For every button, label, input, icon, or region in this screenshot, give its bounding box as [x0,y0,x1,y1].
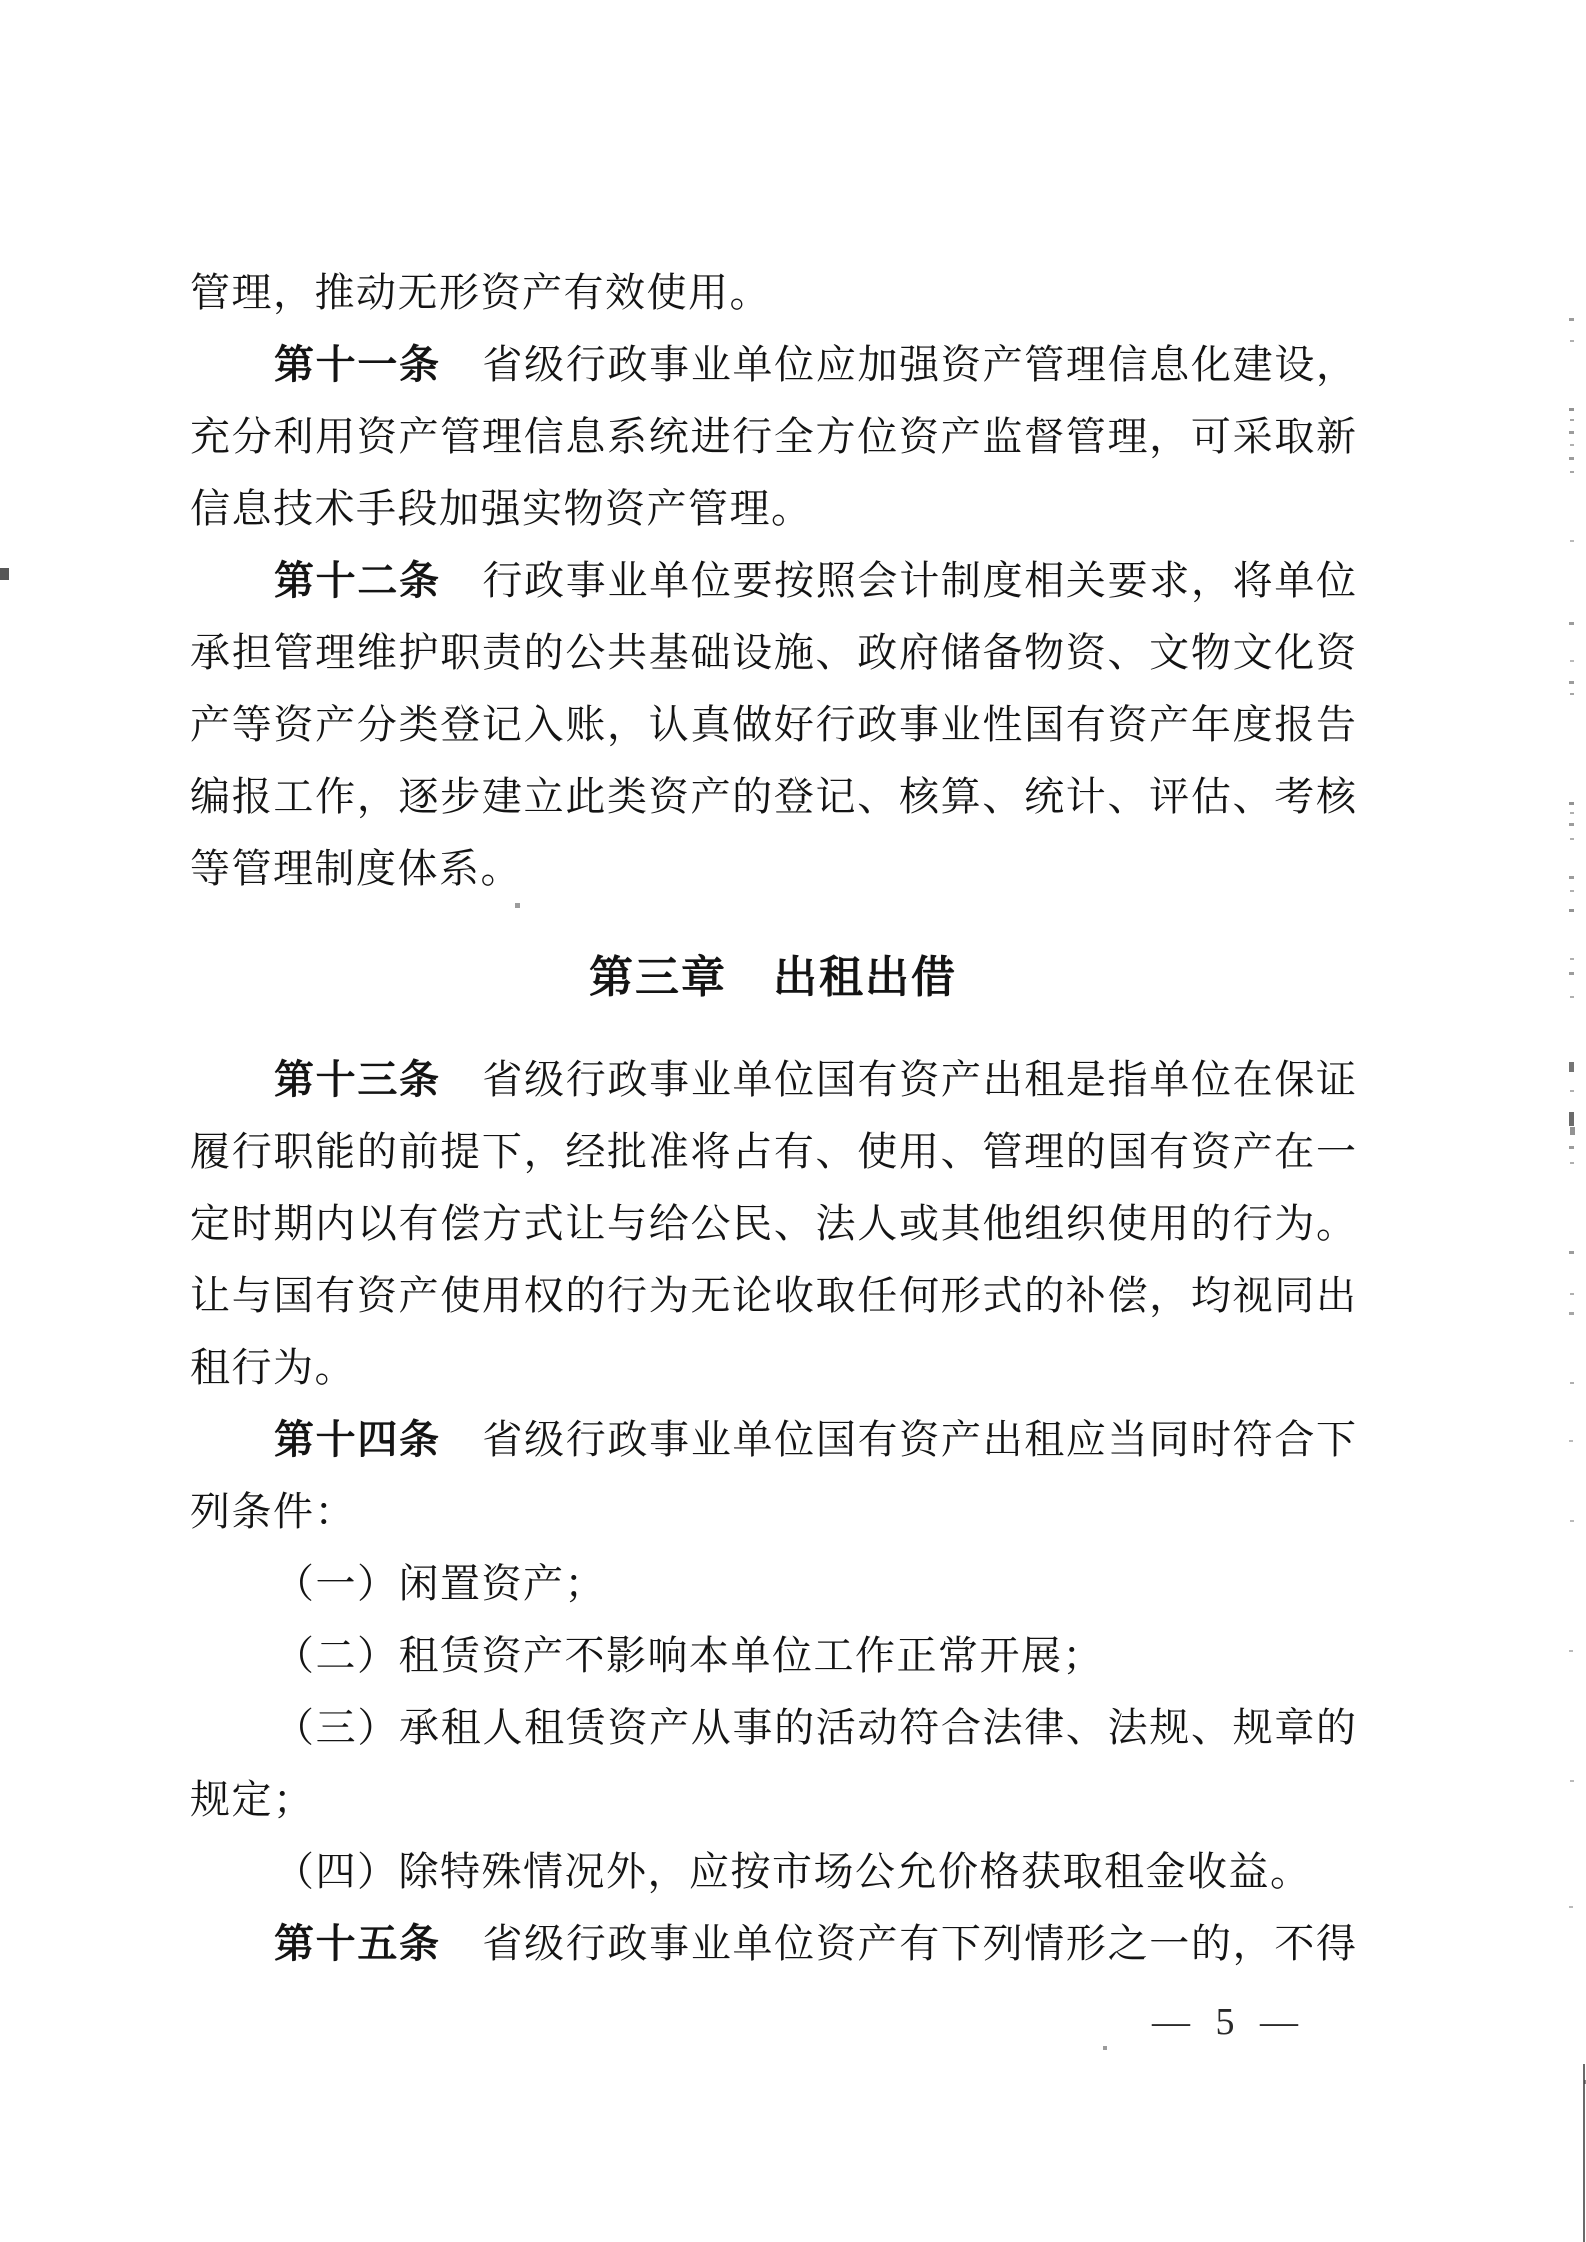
text-line [190,1908,1356,1980]
text-line [190,1260,1356,1332]
article-label: 第十三条 [274,1057,441,1102]
scan-artifact [1569,909,1574,912]
scan-artifact [1570,1162,1574,1164]
scan-artifact [1569,823,1574,826]
scan-artifact [1570,419,1574,421]
text-line [190,1116,1356,1188]
text-line [190,1692,1356,1764]
text-run: 让与国有资产使用权的行为无论收取任何形式的补偿，均视同出 [190,1273,1356,1318]
scan-artifact [1569,1062,1574,1072]
scan-artifact [1570,1090,1574,1092]
scan-artifact [1570,890,1574,892]
text-run: 等管理制度体系。 [190,846,522,891]
scan-artifact [1103,2046,1107,2050]
scan-artifact [515,903,520,908]
text-run: （一）闲置资产； [274,1561,606,1606]
chapter-3-heading [190,942,1356,1014]
scan-artifact [1570,1520,1574,1522]
scan-artifact [1569,681,1574,684]
scan-artifact [1569,1251,1574,1254]
text-run: （四）除特殊情况外，应按市场公允价格获取租金收益。 [274,1849,1312,1894]
text-run: 定时期内以有偿方式让与给公民、法人或其他组织使用的行为。 [190,1201,1356,1246]
scan-artifact [1569,1650,1573,1652]
text-line [190,1188,1356,1260]
page-number: — 5 — [1152,2001,1306,2043]
article-12 [190,545,1356,905]
text-line [190,1836,1356,1908]
text-run: 列条件： [190,1489,356,1534]
text-line [190,761,1356,833]
scan-artifact [1569,802,1574,805]
text-run: （三）承租人租赁资产从事的活动符合法律、法规、规章的 [274,1705,1356,1750]
text-line [190,689,1356,761]
scan-artifact [1569,431,1574,434]
scan-artifact [1570,1127,1575,1135]
scan-artifact [1569,622,1574,625]
condition-2 [190,1620,1356,1692]
text-run: 省级行政事业单位资产有下列情形之一的，不得 [440,1921,1356,1966]
scan-artifact [1570,838,1574,840]
scan-artifact [1570,1293,1574,1295]
text-line [190,257,1356,329]
scan-artifact [1569,876,1574,879]
scan-artifact [1570,812,1574,814]
scan-artifact [1570,444,1574,446]
text-run: 规定； [190,1777,315,1822]
scan-artifact [1570,340,1574,342]
text-run: （二）租赁资产不影响本单位工作正常开展； [274,1633,1104,1678]
text-run: 租行为。 [190,1345,356,1390]
article-label: 第十二条 [274,558,441,603]
scan-artifact [1569,1312,1574,1315]
text-run: 管理，推动无形资产有效使用。 [190,270,771,315]
text-run: 行政事业单位要按照会计制度相关要求，将单位 [440,558,1356,603]
text-line [190,1620,1356,1692]
scan-artifact [1569,1146,1574,1149]
scan-artifact [1570,996,1574,998]
scan-artifact [1570,693,1574,695]
text-run: 信息技术手段加强实物资产管理。 [190,486,813,531]
condition-1 [190,1548,1356,1620]
scan-artifact [1569,1906,1573,1908]
article-13 [190,1044,1356,1404]
text-line [190,833,1356,905]
text-line [190,1044,1356,1116]
text-line [190,1476,1356,1548]
text-run: 履行职能的前提下，经批准将占有、使用、管理的国有资产在一 [190,1129,1356,1174]
chapter-heading-line [190,942,1356,1014]
scan-artifact [1569,457,1574,460]
text-run: 充分利用资产管理信息系统进行全方位资产监督管理，可采取新 [190,414,1356,459]
scan-artifact [1569,408,1574,411]
text-run: 产等资产分类登记入账，认真做好行政事业性国有资产年度报告 [190,702,1356,747]
text-line [190,1332,1356,1404]
condition-4 [190,1836,1356,1908]
text-line [190,545,1356,617]
text-line [190,617,1356,689]
scan-artifact [1570,660,1574,662]
paragraph-continuation [190,257,1356,329]
text-run: 省级行政事业单位应加强资产管理信息化建设， [440,342,1356,387]
scan-artifact [1569,318,1574,321]
text-line [190,1548,1356,1620]
condition-3 [190,1692,1356,1836]
text-run: 省级行政事业单位国有资产出租是指单位在保证 [440,1057,1356,1102]
article-14 [190,1404,1356,1548]
scan-artifact [1569,1112,1574,1126]
text-line [190,329,1356,401]
text-block [190,257,1356,1980]
article-11 [190,329,1356,545]
scan-artifact [1570,958,1574,960]
scan-artifact [1570,471,1574,473]
text-run: 省级行政事业单位国有资产出租应当同时符合下 [440,1417,1356,1462]
article-15 [190,1908,1356,1980]
text-run: 承担管理维护职责的公共基础设施、政府储备物资、文物文化资 [190,630,1356,675]
text-line [190,473,1356,545]
scan-artifact [1570,1780,1574,1782]
scan-artifact [1570,540,1574,542]
text-line [190,1404,1356,1476]
text-run: 编报工作，逐步建立此类资产的登记、核算、统计、评估、考核 [190,774,1356,819]
scan-artifact [1583,2064,1585,2242]
article-label: 第十五条 [274,1921,441,1966]
scan-artifact [1569,972,1574,975]
scan-artifact [1569,1440,1573,1442]
article-label: 第十四条 [274,1417,441,1462]
text-line [190,1764,1356,1836]
text-line [190,401,1356,473]
scan-artifact [0,568,9,580]
scan-artifact [1570,1382,1574,1384]
article-label: 第十一条 [274,342,441,387]
article-label: 第三章 出租出借 [589,953,957,1002]
